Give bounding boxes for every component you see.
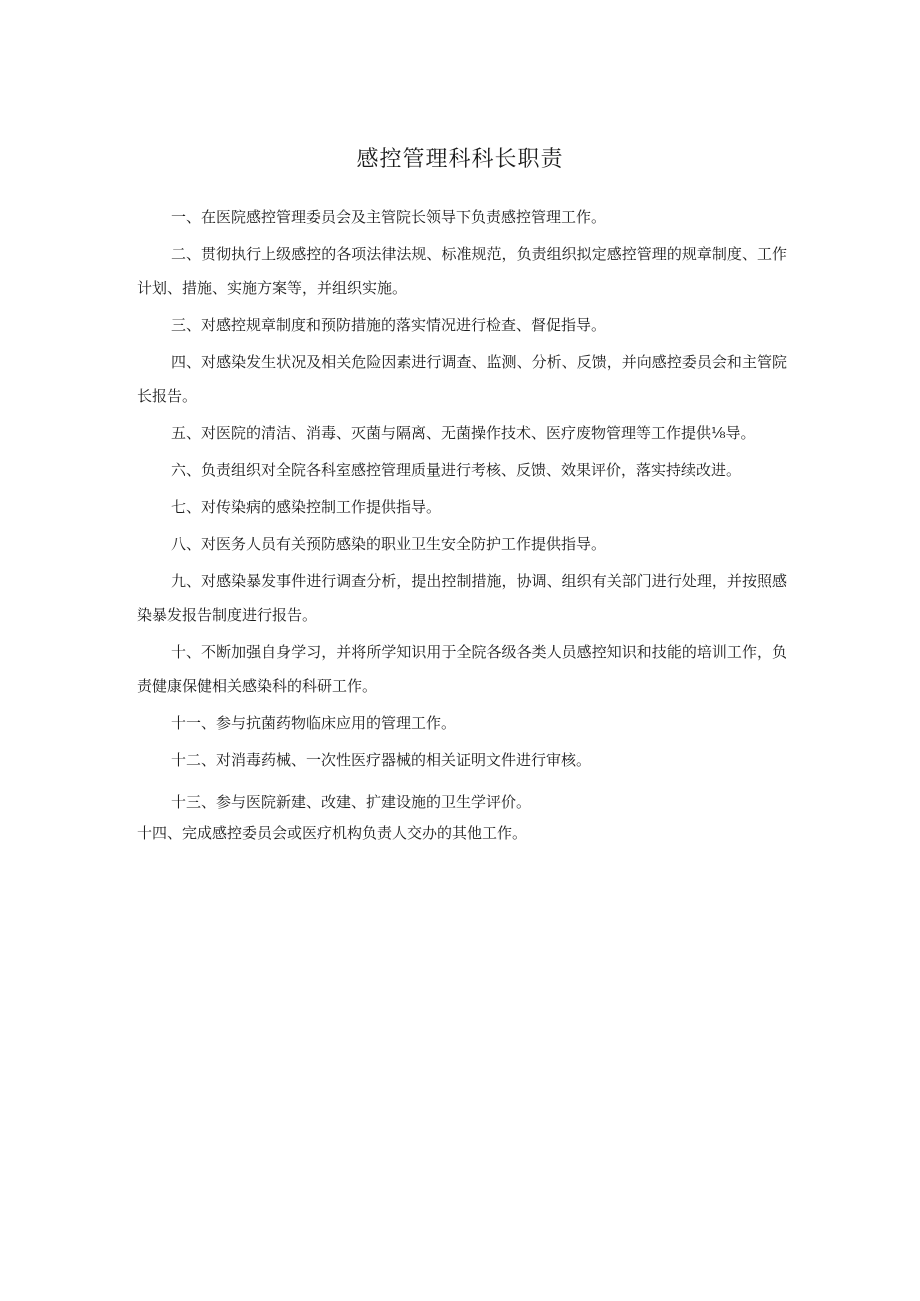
duty-item-13: 十三、参与医院新建、改建、扩建设施的卫生学评价。 <box>171 793 532 811</box>
duty-item-5: 五、对医院的清洁、消毒、灭菌与隔离、无菌操作技术、医疗废物管理等工作提供⅛导。 <box>171 424 756 442</box>
duty-item-7: 七、对传染病的感染控制工作提供指导。 <box>171 498 442 516</box>
duty-item-12: 十二、对消毒药械、一次性医疗器械的相关证明文件进行审核。 <box>171 751 592 769</box>
duty-item-6: 六、负责组织对全院各科室感控管理质量进行考核、反馈、效果评价，落实持续改进。 <box>171 461 742 479</box>
duty-item-2: 二、贯彻执行上级感控的各项法律法规、标准规范，负责组织拟定感控管理的规章制度、工作计划、措施、实施方案等，并组织实施。 <box>137 245 787 297</box>
duty-item-4: 四、对感染发生状况及相关危险因素进行调查、监测、分析、反馈，并向感控委员会和主管院长报告。 <box>137 353 787 405</box>
duty-item-10: 十、不断加强自身学习，并将所学知识用于全院各级各类人员感控知识和技能的培训工作，负责健康保健相关感染科的科研工作。 <box>137 643 787 695</box>
duty-list <box>137 200 787 853</box>
duty-item-1: 一、在医院感控管理委员会及主管院长领导下负责感控管理工作。 <box>171 208 607 226</box>
duty-item-9: 九、对感染暴发事件进行调查分析，提出控制措施，协调、组织有关部门进行处理，并按照感染暴发报告制度进行报告。 <box>137 572 787 624</box>
duty-item-11: 十一、参与抗菌药物临床应用的管理工作。 <box>171 714 457 732</box>
duty-item-14: 十四、完成感控委员会或医疗机构负责人交办的其他工作。 <box>137 824 528 842</box>
page-title: 感控管理科科长职责 <box>356 147 564 172</box>
duty-item-8: 八、对医务人员有关预防感染的职业卫生安全防护工作提供指导。 <box>171 535 607 553</box>
duty-item-3: 三、对感控规章制度和预防措施的落实情况进行检查、督促指导。 <box>171 316 607 334</box>
